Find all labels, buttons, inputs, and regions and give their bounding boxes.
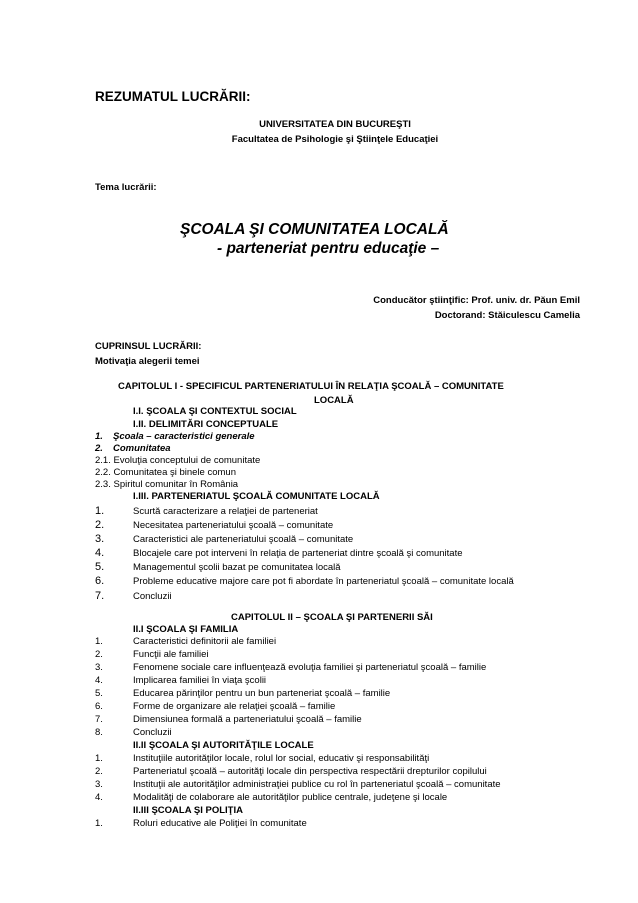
- theme-subtitle: - parteneriat pentru educaţie –: [217, 240, 440, 257]
- list-item: 1. Scurtă caracterizare a relaţiei de parteneriat: [95, 505, 318, 517]
- chapter-2-title: CAPITOLUL II – ŞCOALA ŞI PARTENERII SĂI: [231, 612, 433, 623]
- list-item: 4. Modalităţi de colaborare ale autorităţilor publice centrale, judeţene şi locale: [95, 792, 448, 803]
- list-item: 5. Managementul şcolii bazat pe comunitatea locală: [95, 561, 341, 573]
- motivation-line: Motivaţia alegerii temei: [95, 356, 200, 367]
- list-item: 6. Forme de organizare ale relaţiei şcoală – familie: [95, 701, 336, 712]
- list-item: 3. Fenomene sociale care influenţează evoluţia familiei şi parteneriatul şcoală – familie: [95, 662, 487, 673]
- section-2-1: II.I ŞCOALA ŞI FAMILIA: [133, 624, 239, 635]
- chapter-1-title-cont: LOCALĂ: [314, 395, 354, 406]
- list-item: 6. Probleme educative majore care pot fi abordate în parteneriatul şcoală – comunitate locală: [95, 575, 514, 587]
- list-item: 3. Instituţii ale autorităţilor administraţiei publice cu rol în parteneriatul şcoală – comunitate: [95, 779, 501, 790]
- student-name: Doctorand: Stăiculescu Camelia: [434, 310, 580, 321]
- subsection-2-3: 2.3. Spiritul comunitar în România: [95, 479, 239, 490]
- section-1-3: I.III. PARTENERIATUL ŞCOALĂ COMUNITATE LOCALĂ: [133, 491, 380, 502]
- advisor-name: Conducător ştiinţific: Prof. univ. dr. Păun Emil: [373, 295, 580, 306]
- list-item: 2. Parteneriatul şcoală – autorităţi locale din perspectiva respectării drepturilor copilului: [95, 766, 487, 777]
- section-1-2: I.II. DELIMITĂRI CONCEPTUALE: [133, 419, 279, 430]
- faculty-name: Facultatea de Psihologie şi Ştiinţele Educaţiei: [231, 134, 439, 145]
- chapter-1-title: CAPITOLUL I - SPECIFICUL PARTENERIATULUI ÎN RELAŢIA ŞCOALĂ – COMUNITATE: [118, 381, 504, 392]
- list-item: 1. Instituţiile autorităţilor locale, rolul lor social, educativ şi responsabilităţi: [95, 753, 430, 764]
- contents-heading: CUPRINSUL LUCRĂRII:: [95, 341, 202, 352]
- university-name: UNIVERSITATEA DIN BUCUREŞTI: [259, 119, 411, 130]
- list-item: 7. Dimensiunea formală a parteneriatului şcoală – familie: [95, 714, 362, 725]
- list-item: 3. Caracteristici ale parteneriatului şcoală – comunitate: [95, 533, 354, 545]
- list-item: 7. Concluzii: [95, 590, 172, 602]
- section-2-2: II.II ŞCOALA ŞI AUTORITĂŢILE LOCALE: [133, 740, 314, 751]
- list-item: 4. Blocajele care pot interveni în relaţia de parteneriat dintre şcoală şi comunitate: [95, 547, 463, 559]
- list-item: 8. Concluzii: [95, 727, 172, 738]
- subsection-2-2: 2.2. Comunitatea şi binele comun: [95, 467, 236, 478]
- list-item: 5. Educarea părinţilor pentru un bun parteneriat şcoală – familie: [95, 688, 391, 699]
- subsection-2-1: 2.1. Evoluţia conceptului de comunitate: [95, 455, 261, 466]
- section-2-3: II.III ŞCOALA ŞI POLIŢIA: [133, 805, 243, 816]
- list-item: 1. Roluri educative ale Poliţiei în comunitate: [95, 818, 307, 829]
- list-item: 1. Caracteristici definitorii ale familiei: [95, 636, 277, 647]
- theme-title: ŞCOALA ŞI COMUNITATEA LOCALĂ: [180, 221, 449, 238]
- list-item: 2. Comunitatea: [95, 443, 171, 454]
- document-title: REZUMATUL LUCRĂRII:: [95, 89, 251, 104]
- list-item: 2. Necesitatea parteneriatului şcoală – comunitate: [95, 519, 334, 531]
- list-item: 4. Implicarea familiei în viaţa şcolii: [95, 675, 267, 686]
- list-item: 1. Şcoala – caracteristici generale: [95, 431, 255, 442]
- section-1-1: I.I. ŞCOALA ŞI CONTEXTUL SOCIAL: [133, 406, 297, 417]
- theme-label: Tema lucrării:: [95, 182, 157, 193]
- list-item: 2. Funcţii ale familiei: [95, 649, 209, 660]
